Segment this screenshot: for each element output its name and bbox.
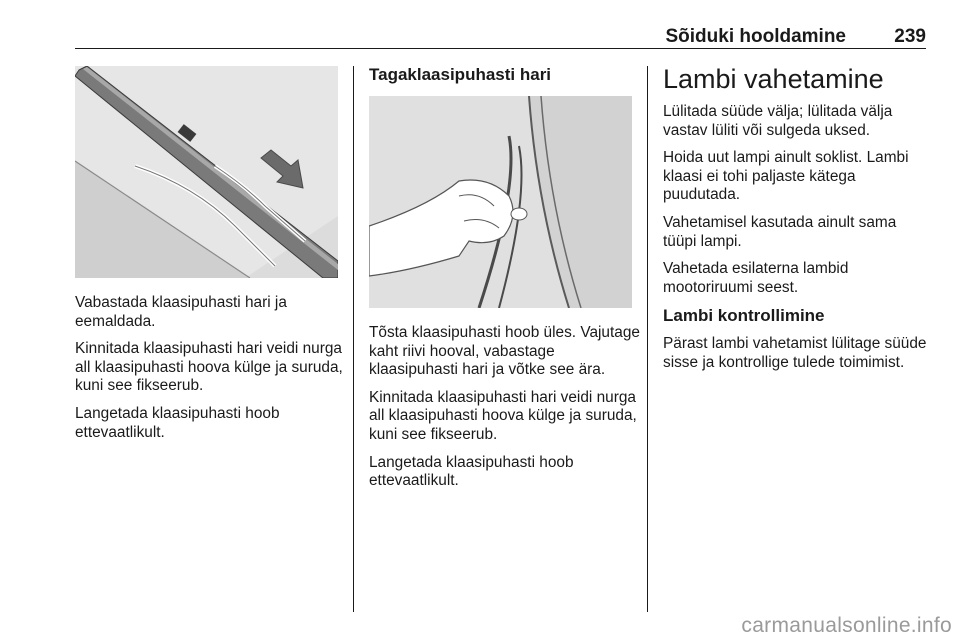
bulb-replacement-heading: Lambi vahetamine — [663, 64, 884, 94]
column-divider-1 — [353, 66, 354, 612]
paragraph: Vahetada esilaterna lambid mootoriruumi seest. — [663, 260, 849, 296]
column-2-text — [369, 324, 641, 500]
rear-wiper-svg — [369, 96, 632, 308]
rear-wiper-illustration — [369, 96, 632, 308]
paragraph: Tõsta klaasipuhasti hoob üles. Vajutage kaht riivi hooval, vabastage klaasipuhasti hari ja võtke see ära. — [369, 324, 640, 379]
rear-wiper-heading: Tagaklaasipuhasti hari — [369, 65, 552, 84]
page-header — [75, 24, 926, 49]
wiper-blade-svg — [75, 66, 338, 278]
column-1-text — [75, 294, 347, 451]
watermark: carmanualsonline.info — [741, 614, 952, 637]
paragraph: Vabastada klaasipuhasti hari ja eemaldada. — [75, 294, 287, 330]
paragraph: Langetada klaasipuhasti hoob ettevaatlikult. — [75, 404, 280, 441]
paragraph: Kinnitada klaasipuhasti hari veidi nurga all klaasipuhasti hoova külge ja suruda, kuni see fikseerub. — [75, 340, 343, 395]
column-divider-2 — [647, 66, 648, 612]
paragraph: Vahetamisel kasutada ainult sama tüüpi lampi. — [663, 213, 897, 250]
wiper-blade-removal-illustration — [75, 66, 338, 278]
column-3-text — [663, 64, 928, 382]
paragraph: Hoida uut lampi ainult soklist. Lambi klaasi ei tohi paljaste kätega puudutada. — [663, 149, 909, 204]
column-2-heading-block — [369, 66, 639, 94]
paragraph: Kinnitada klaasipuhasti hari veidi nurga all klaasipuhasti hoova külge ja suruda, kuni see fikseerub. — [369, 388, 637, 443]
section-title: Sõiduki hooldamine — [665, 26, 846, 47]
bulb-check-heading: Lambi kontrollimine — [663, 306, 825, 326]
paragraph: Pärast lambi vahetamist lülitage süüde sisse ja kontrollige tulede toimimist. — [663, 335, 927, 371]
paragraph: Lülitada süüde välja; lülitada välja vastav lüliti või sulgeda uksed. — [663, 103, 893, 139]
paragraph: Langetada klaasipuhasti hoob ettevaatlikult. — [369, 453, 574, 490]
page-number: 239 — [894, 26, 926, 47]
